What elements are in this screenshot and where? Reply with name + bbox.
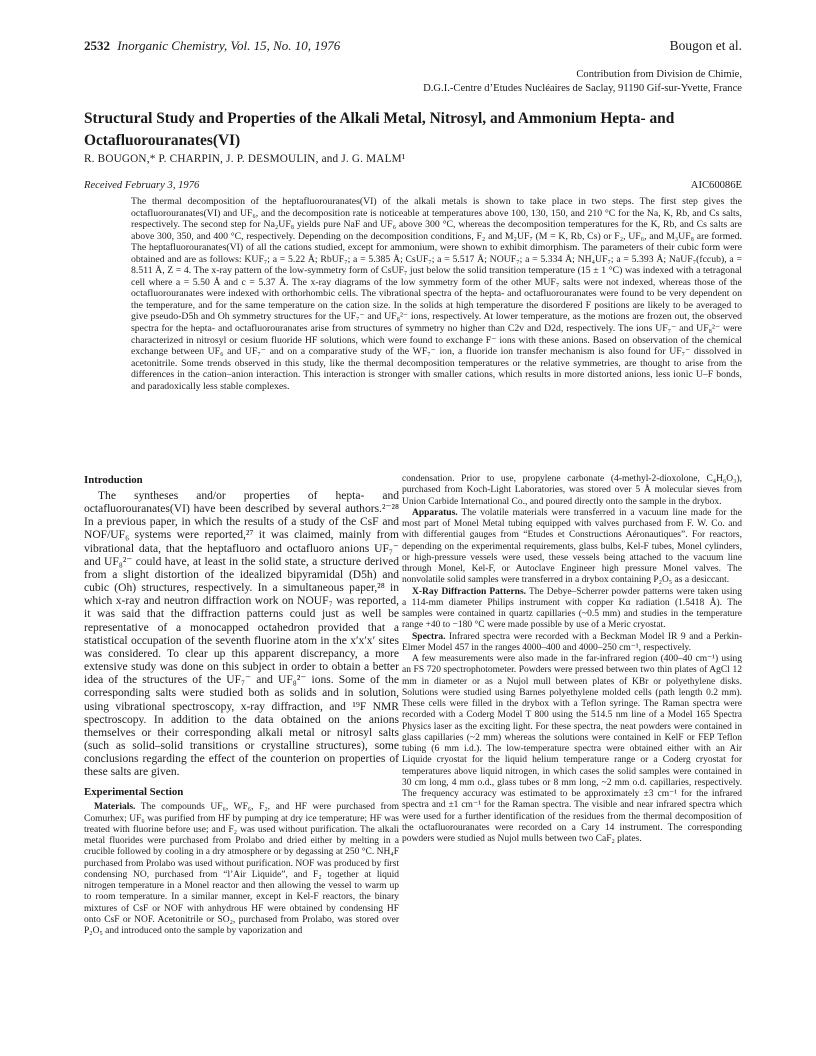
contribution-affiliation [423, 68, 742, 95]
xray-text: The Debye–Scherrer powder patterns were taken using a 114-mm diameter Philips instrument with copper Kα radiation (1.5418 Å). The samples were contained in quartz capillaries (~0.5 mm) and studies in the temperature range +40 to −180 °C were made possible by use of a Meric cryostat. [402, 586, 742, 631]
experimental-heading: Experimental Section [84, 786, 184, 799]
journal-citation: Inorganic Chemistry, Vol. 15, No. 10, 1976 [117, 38, 341, 53]
spectra-paragraph [402, 632, 742, 655]
spectra-run-in-head: Spectra. [412, 631, 446, 642]
materials-text: The compounds UF₆, WF₆, F₂, and HF were purchased from Comurhex; UF₆ was purified from HF by pumping at dry ice temperature; HF was treated with fluorine before use; and F₂ was used without purification. The alkali metal fluorides were purchased from Prolabo and dried either by melting in a crucible followed by cooling in a dry atmosphere or by degassing at 250 °C. NH₄F purchased from Prolabo was used without purification. NOF was produced by first condensing NO, purchased from “l’Air Liquide”, and F₂ together at liquid nitrogen temperature in a Monel reactor and then allowing the vessel to warm up to room temperature. In a similar manner, except in Kel-F reactors, the binary mixtures of CsF or NOF with anhydrous HF were obtained by condensing HF onto CsF or NOF. Acetonitrile or SO₂, purchased from Prolabo, was stored over P₂O₅ and introduced onto the sample by vaporization and [84, 802, 399, 937]
far-infrared-paragraph: A few measurements were also made in the far-infrared region (400–40 cm⁻¹) using an FS 720 spectrophotometer. Powders were pressed between two thin plates of AgCl 12 mm in diameter or as a Nujol mull between plates of KBr or polyethylene disks. Solutions were studied using Barnes polyethylene molded cells (path length 0.2 mm). These cells were filled in the drybox with a Teflon syringe. The Raman spectra were recorded with a Coderg Model T 800 using the 514.5 nm line of a Model 165 Spectra Physics laser as the exciting light. For these spectra, the neat powders were contained in glass capillaries (~2 mm) whereas the solutions were contained in KelF or FEP Teflon tubing (6 mm i.d.). The low-temperature spectra were obtained either with an Air Liquide cryostat for the liquid helium temperature range or a Coderg cryostat for temperatures above liquid nitrogen, in which cases the solid samples were contained in 30 cm long, 4 mm o.d., glass tubes or 8 mm long, ~2 mm o.d. capillaries, respectively. The frequency accuracy was estimated to be approximately ±3 cm⁻¹ for the infrared spectra and ±1 cm⁻¹ for the Raman spectra. The visible and near infrared spectra which were used for a further identification of the residues from the thermal decomposition of the octafluorouranates were recorded on a Cary 14 instrument. The corresponding powders were studied as Nujol mulls between two CaF₂ plates. [402, 654, 742, 844]
contribution-line-1: Contribution from Division de Chimie, [576, 69, 742, 80]
apparatus-paragraph [402, 508, 742, 587]
abstract: The thermal decomposition of the heptafluorouranates(VI) of the alkali metals is shown to take place in two steps. The first step gives the octafluorouranates(VI) and UF₆, and the decomposition rate is noticeable at temperatures above 100, 130, 150, and 210 °C for the Na, K, Rb, and Cs salts, respectively. The second step for Na₂UF₈ yields pure NaF and UF₆ above 300 °C, whereas the decomposition temperatures for the K, Rb, and Cs salts are above 300, 350, and 400 °C, respectively. Depending on the decomposition conditions, F₂ and M₂UF₇ (M = K, Rb, Cs) or F₂, UF₆, and M₃UF₈ are formed. The heptafluorouranates(VI) of all the cations studied, except for ammonium, were shown to exhibit dimorphism. The parameters of their cubic form were obtained and are as follows: KUF₇; a = 5.22 Å; RbUF₇; a = 5.385 Å; CsUF₇; a = 5.517 Å; NOUF₇; a = 5.334 Å; NH₄UF₇; a = 5.393 Å; NaUF₇(fccub), a = 8.511 Å, Z = 4. The x-ray pattern of the low-symmetry form of CsUF₇ just below the solid transition temperature (15 ± 1 °C) was indexed with a tetragonal cell where a = 5.50 Å and c = 5.37 Å. The x-ray diagrams of the low symmetry form of the other MUF₇ salts were not indexed, whereas those of the octafluorouranates were indexed with orthorhombic cells. The vibrational spectra of the hepta- and octafluorouranates were found to be very dependent on the temperature, and for the same temperature on the cation size. In the solids at high temperature the disordered F positions are likely to be averaged to give pseudo-D5h and Oh symmetry structures for the UF₇⁻ and UF₈²⁻ ions, respectively. At lower temperature, as the motions are frozen out, the observed spectra for the hepta- and octafluorouranates arise from structures of symmetry no higher than C2v and D2d, respectively. The ions UF₇⁻ and UF₈²⁻ were characterized in nitrosyl or cesium fluoride HF solutions, which were found to exchange F⁻ ions with these anions. Based on observation of the chemical exchange between UF₆ and UF₇⁻ and on a comparative study of the WF₇⁻ ion, a fluoride ion transfer mechanism is also found for UF₇⁻ dissolved in acetonitrile. Some trends observed in this study, like the thermal decomposition temperatures or the relative symmetries, are thought to arise from the differences in the cation–anion interaction. This interaction is stronger with smaller cations, which results in more distorted anions, less ionic U–F bonds, and paradoxically less stable complexes. [131, 196, 742, 392]
xray-paragraph [402, 587, 742, 632]
spectra-text: Infrared spectra were recorded with a Beckman Model IR 9 and a Perkin-Elmer Model 457 in the ranges 4000–400 and 4000–250 cm⁻¹, respectively. [402, 631, 743, 653]
received-date: Received February 3, 1976 [84, 180, 200, 191]
right-column [402, 474, 742, 845]
materials-paragraph [84, 802, 399, 937]
article-code: AIC60086E [690, 180, 742, 191]
running-authors: Bougon et al. [669, 38, 742, 53]
condensation-paragraph: condensation. Prior to use, propylene carbonate (4-methyl-2-dioxolone, C₄H₆O₃), purchased from Koch-Light Laboratories, was stored over 5 Å molecular sieves from Union Carbide International Co., and poured directly onto the sample in the drybox. [402, 474, 742, 507]
page-number: 2532 [84, 38, 110, 53]
introduction-paragraph: The syntheses and/or properties of hepta- and octafluorouranates(VI) have been described by several authors.²⁻²⁸ In a previous paper, in which the results of a study of the CsF and NOF/UF₆ systems were reported,²⁷ it was claimed, mainly from vibrational data, that the heptafluoro and octafluoro anions UF₇⁻ and UF₈²⁻ could have, at least in the solid state, a structure derived from a slight distortion of the idealized bipyramidal (D5h) and cubic (Oh) structures, respectively. In a simultaneous paper,²⁸ in which x-ray and neutron diffraction work on NOUF₇ was reported, it was said that the diffraction patterns could just as well be representative of a monocapped octahedron provided that a statistical occupation of the seventh fluorine atom in the x′x′x′ sites was considered. To clear up this apparent discrepancy, a more extensive study was done on this subject in order to obtain a better idea of the structures of the UF₇⁻ and UF₈²⁻ ions. Some of the corresponding salts were studied both as solids and in solution, using vibrational spectroscopy, x-ray diffraction, and ¹⁹F NMR spectroscopy. In addition to the data obtained on the anions themselves or their corresponding alkali metal or nitrosyl salts (such as solid–solid transitions or crystalline structures), some conclusions regarding the effect of the counterion on properties of these salts are given. [84, 490, 399, 779]
apparatus-text: The volatile materials were transferred in a vacuum line made for the most part of Monel Metal tubing equipped with valves purchased from F. W. Co. and with differential gauges from “Etudes et Constructions Aéronautiques”. For reactors, depending on the experimental requirements, glass bulbs, Kel-F tubes, Monel cylinders, or high-pressure vessels were used, these vessels being attached to the vacuum line through Monel, Kel-F, or Autoclave Engineer high pressure Monel valves. The nonvolatile solid samples were transferred in a drybox containing P₂O₅ as a desiccant. [402, 507, 742, 586]
introduction-heading: Introduction [84, 474, 143, 486]
materials-run-in-head: Materials. [94, 802, 136, 813]
contribution-line-2: D.G.I.-Centre d’Etudes Nucléaires de Saclay, 91190 Gif-sur-Yvette, France [423, 82, 742, 94]
xray-run-in-head: X-Ray Diffraction Patterns. [412, 586, 527, 597]
author-list: R. BOUGON,* P. CHARPIN, J. P. DESMOULIN, and J. G. MALM¹ [84, 153, 406, 165]
running-header [84, 38, 742, 56]
apparatus-run-in-head: Apparatus. [412, 507, 458, 518]
left-column [84, 474, 399, 937]
article-title: Structural Study and Properties of the Alkali Metal, Nitrosyl, and Ammonium Hepta- and Octafluorouranates(VI) [84, 110, 675, 149]
